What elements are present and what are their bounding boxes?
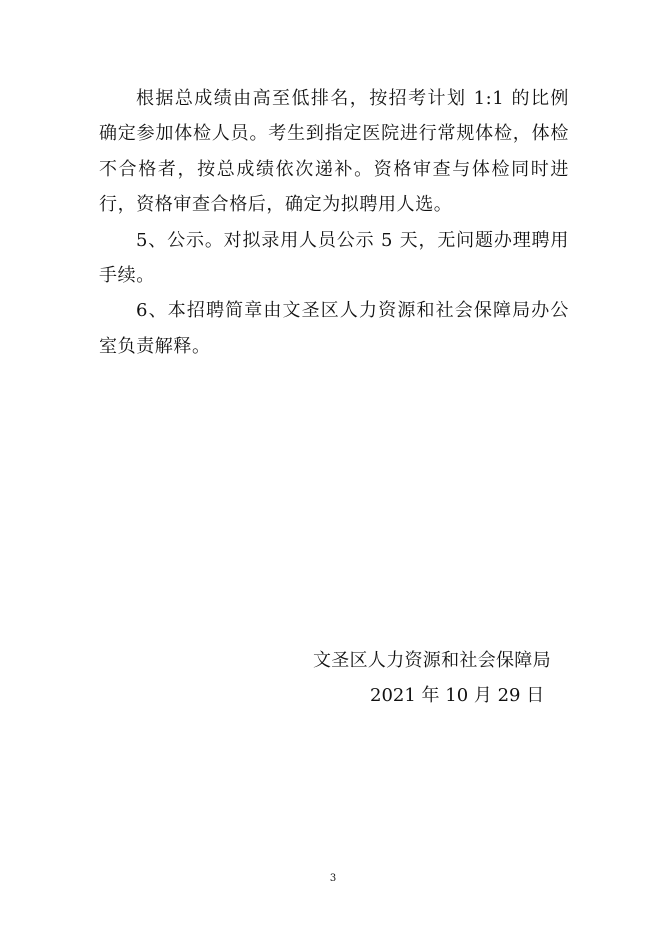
paragraph-public-notice: 5、公示。对拟录用人员公示 5 天，无问题办理聘用手续。 [99, 229, 569, 287]
body-text [99, 81, 569, 364]
paragraph-interpretation: 6、本招聘简章由文圣区人力资源和社会保障局办公室负责解释。 [99, 300, 569, 357]
paragraph-ranking-and-medical-exam: 根据总成绩由高至低排名，按招考计划 1:1 的比例确定参加体检人员。考生到指定医院进行常规体检，体检不合格者，按总成绩依次递补。资格审查与体检同时进行，资格审查合格后，确定为拟聘用人选。 [99, 88, 569, 216]
page-number: 3 [329, 873, 337, 884]
signature-date: 2021 年 10 月 29 日 [370, 685, 545, 706]
signature-organization: 文圣区人力资源和社会保障局 [313, 650, 551, 671]
